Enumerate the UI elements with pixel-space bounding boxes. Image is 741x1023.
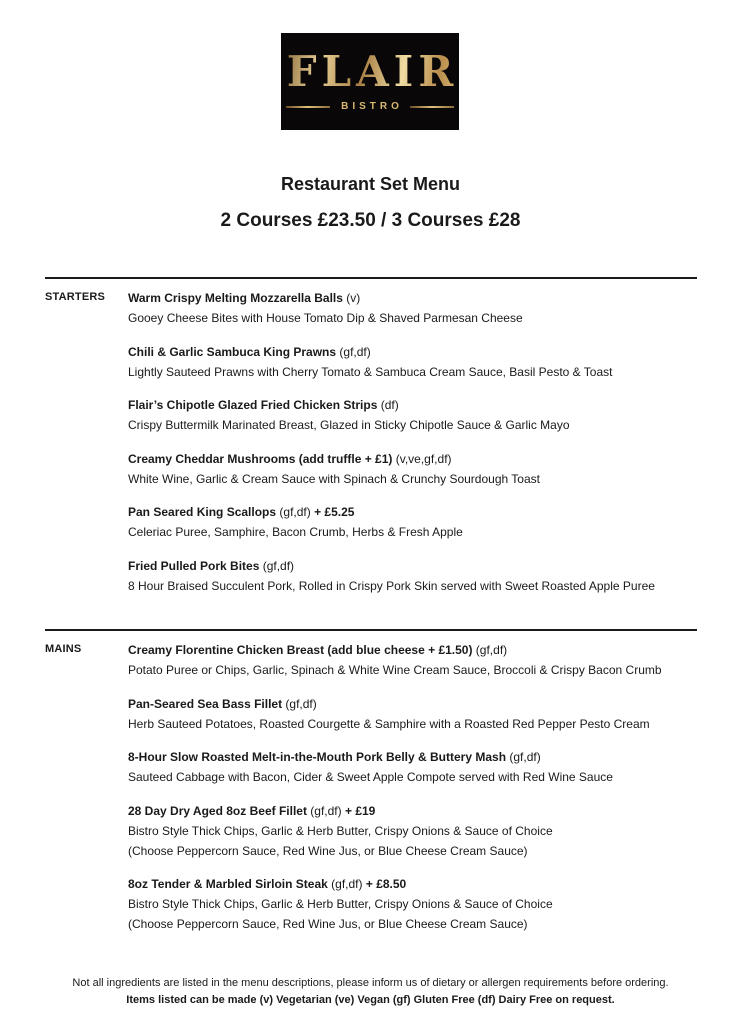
item-dietary-tags: (gf,df): [276, 505, 311, 519]
menu-item: [128, 449, 697, 489]
item-title: [128, 874, 697, 894]
item-description-line: Herb Sauteed Potatoes, Roasted Courgette & Samphire with a Roasted Red Pepper Pesto Cream: [128, 716, 650, 731]
item-title: [128, 694, 697, 714]
item-dietary-tags: (v): [342, 291, 361, 305]
section-items: [128, 640, 697, 948]
tagline-divider-left: [286, 106, 330, 108]
menu-item: [128, 801, 697, 861]
item-description-line: (Choose Peppercorn Sauce, Red Wine Jus, or Blue Cheese Cream Sauce): [128, 843, 528, 858]
item-name: 8-Hour Slow Roasted Melt-in-the-Mouth Pork Belly & Buttery Mash: [128, 750, 507, 764]
item-description-line: (Choose Peppercorn Sauce, Red Wine Jus, or Blue Cheese Cream Sauce): [128, 917, 528, 931]
item-description-line: Potato Puree or Chips, Garlic, Spinach & White Wine Cream Sauce, Broccoli & Crispy Bacon Crumb: [128, 663, 662, 677]
section-items: [128, 288, 697, 609]
item-description: [128, 522, 697, 542]
item-dietary-tags: (v,ve,gf,df): [392, 451, 452, 466]
item-description: [128, 767, 697, 787]
item-name: Fried Pulled Pork Bites: [128, 558, 260, 573]
item-title: [128, 288, 697, 308]
item-name: 28 Day Dry Aged 8oz Beef Fillet: [128, 803, 307, 818]
item-name: Flair’s Chipotle Glazed Fried Chicken Strips: [128, 398, 378, 412]
menu-item: [128, 395, 697, 435]
item-price-supplement: + £5.25: [310, 505, 355, 519]
restaurant-logo: [281, 33, 459, 130]
item-title: [128, 801, 697, 821]
footer-allergen-note: Not all ingredients are listed in the menu descriptions, please inform us of dietary or allergen requirements before ordering.: [72, 977, 669, 989]
tagline-divider-right: [410, 106, 454, 108]
item-dietary-tags: (gf,df): [327, 877, 363, 891]
item-dietary-tags: (gf,df): [259, 558, 295, 573]
item-title: [128, 640, 697, 660]
menu-item: [128, 342, 697, 382]
tagline-text: BISTRO: [341, 101, 403, 112]
item-price-supplement: + £19: [341, 803, 376, 818]
logo-tagline-row: [286, 102, 454, 112]
item-title: [128, 342, 697, 362]
menu-item: [128, 640, 697, 680]
item-name: Pan-Seared Sea Bass Fillet: [128, 696, 283, 711]
item-dietary-tags: (gf,df): [336, 344, 371, 359]
item-description-line: Lightly Sauteed Prawns with Cherry Tomato & Sambuca Cream Sauce, Basil Pesto & Toast: [128, 364, 613, 379]
item-name: Creamy Cheddar Mushrooms (add truffle + £1): [128, 451, 393, 466]
item-description-line: Bistro Style Thick Chips, Garlic & Herb Butter, Crispy Onions & Sauce of Choice: [128, 897, 553, 911]
page-title: Restaurant Set Menu: [280, 174, 461, 194]
item-description: [128, 362, 697, 382]
item-title: [128, 556, 697, 576]
item-description: [128, 469, 697, 489]
brand-text: FLAIR: [282, 51, 459, 93]
item-description: [128, 576, 697, 596]
menu-section-mains: [45, 629, 697, 948]
item-dietary-tags: (df): [377, 398, 399, 412]
item-title: [128, 747, 697, 767]
item-name: Pan Seared King Scallops: [128, 505, 277, 519]
footer: [0, 975, 741, 1009]
item-dietary-tags: (gf,df): [506, 750, 541, 764]
item-name: Warm Crispy Melting Mozzarella Balls: [128, 291, 343, 305]
item-title: [128, 449, 697, 469]
item-description-line: White Wine, Garlic & Cream Sauce with Spinach & Crunchy Sourdough Toast: [128, 471, 540, 486]
footer-dietary-key: Items listed can be made (v) Vegetarian (ve) Vegan (gf) Gluten Free (df) Dairy Free on request.: [126, 994, 615, 1006]
menu-item: [128, 556, 697, 596]
item-name: Chili & Garlic Sambuca King Prawns: [128, 344, 337, 359]
item-name: 8oz Tender & Marbled Sirloin Steak: [128, 877, 328, 891]
item-dietary-tags: (gf,df): [306, 803, 342, 818]
item-name: Creamy Florentine Chicken Breast (add blue cheese + £1.50): [128, 643, 473, 657]
item-description-line: Crispy Buttermilk Marinated Breast, Glazed in Sticky Chipotle Sauce & Garlic Mayo: [128, 418, 570, 432]
item-description-line: Celeriac Puree, Samphire, Bacon Crumb, Herbs & Fresh Apple: [128, 525, 463, 539]
item-description-line: 8 Hour Braised Succulent Pork, Rolled in Crispy Pork Skin served with Sweet Roasted Apple Puree: [128, 578, 655, 593]
menu-section-starters: [45, 277, 697, 609]
section-label: MAINS: [45, 643, 82, 655]
menu-item: [128, 747, 697, 787]
item-description: [128, 415, 697, 435]
item-title: [128, 502, 697, 522]
item-description-line: Bistro Style Thick Chips, Garlic & Herb Butter, Crispy Onions & Sauce of Choice: [128, 823, 553, 838]
menu: [45, 277, 697, 948]
item-title: [128, 395, 697, 415]
item-description: [128, 714, 697, 734]
item-description: [128, 821, 697, 861]
section-label: STARTERS: [45, 291, 106, 303]
item-description: [128, 894, 697, 934]
item-dietary-tags: (gf,df): [282, 696, 317, 711]
menu-item: [128, 502, 697, 542]
item-description-line: Gooey Cheese Bites with House Tomato Dip & Shaved Parmesan Cheese: [128, 311, 523, 325]
item-price-supplement: + £8.50: [362, 877, 407, 891]
item-dietary-tags: (gf,df): [472, 643, 508, 657]
item-description: [128, 308, 697, 328]
menu-item: [128, 874, 697, 934]
menu-item: [128, 288, 697, 328]
page-subtitle: 2 Courses £23.50 / 3 Courses £28: [220, 210, 521, 231]
item-description-line: Sauteed Cabbage with Bacon, Cider & Sweet Apple Compote served with Red Wine Sauce: [128, 770, 613, 784]
menu-item: [128, 694, 697, 734]
item-description: [128, 660, 697, 680]
